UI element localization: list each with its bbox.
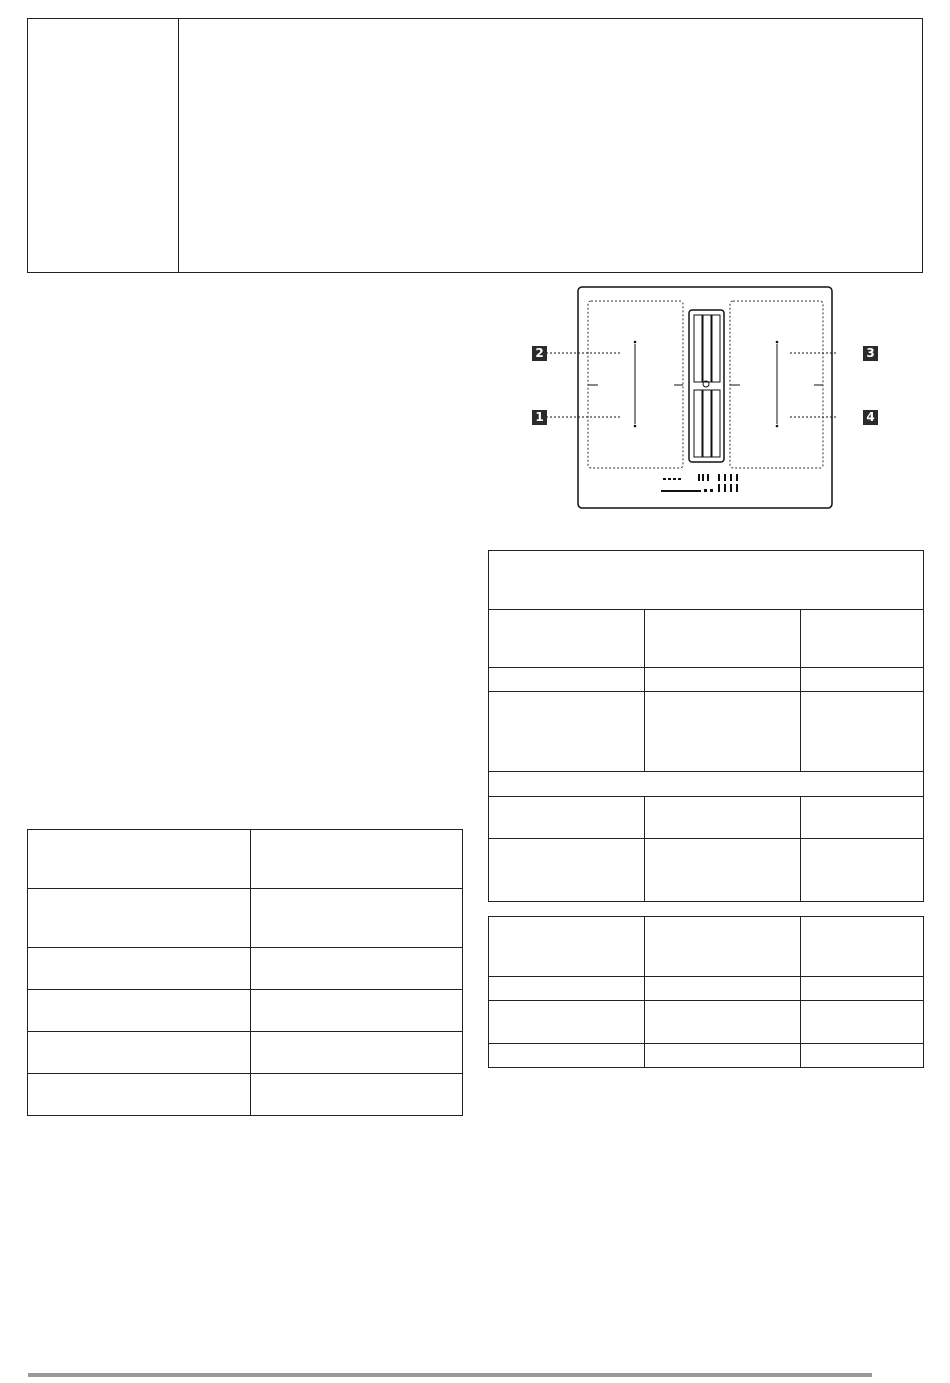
table-row: [28, 830, 463, 889]
table-cell: [251, 1074, 463, 1116]
table-cell: [645, 1001, 801, 1044]
table-cell: [489, 610, 645, 668]
table-cell: [801, 610, 924, 668]
table-cell: [645, 692, 801, 772]
table-cell: [645, 610, 801, 668]
table-cell: [801, 797, 924, 839]
table-row: [489, 977, 924, 1001]
callout-4: 4: [863, 410, 878, 425]
table-cell: [28, 889, 251, 948]
table-cell: [645, 1044, 801, 1068]
table-title: [489, 551, 924, 610]
table-cell: [251, 889, 463, 948]
table-section-label: [489, 772, 924, 797]
header-box: [27, 18, 923, 273]
table-row: [28, 990, 463, 1032]
table-cell: [489, 668, 645, 692]
table-cell: [28, 1032, 251, 1074]
table-cell: [801, 668, 924, 692]
table-cell: [251, 990, 463, 1032]
hob-outline: [578, 287, 832, 508]
table-cell: [489, 1001, 645, 1044]
callout-3: 3: [863, 346, 878, 361]
table-cell: [645, 917, 801, 977]
table-cell: [645, 977, 801, 1001]
table-cell: [801, 917, 924, 977]
table-cell: [251, 948, 463, 990]
table-cell: [645, 797, 801, 839]
table-cell: [489, 692, 645, 772]
table-row: [28, 948, 463, 990]
table-cell: [801, 1001, 924, 1044]
table-cell: [645, 668, 801, 692]
table-cell: [489, 917, 645, 977]
table-row: [489, 797, 924, 839]
callout-2: 2: [532, 346, 547, 361]
table-row: [28, 1032, 463, 1074]
table-cell: [489, 977, 645, 1001]
table-cell: [251, 830, 463, 889]
table-cell: [801, 977, 924, 1001]
table-row: [489, 1044, 924, 1068]
table-row: [489, 917, 924, 977]
table-cell: [801, 692, 924, 772]
table-row: [489, 668, 924, 692]
right-top-table: [488, 550, 924, 902]
table-row: [489, 839, 924, 902]
right-bottom-table: [488, 916, 924, 1068]
left-table: [27, 829, 463, 1116]
table-cell: [28, 990, 251, 1032]
control-panel: [661, 474, 738, 492]
table-cell: [489, 797, 645, 839]
table-row: [28, 889, 463, 948]
footer-rule: [28, 1373, 872, 1377]
table-cell: [28, 830, 251, 889]
table-row: [28, 1074, 463, 1116]
table-cell: [28, 1074, 251, 1116]
header-left-cell: [28, 19, 179, 272]
table-row: [489, 1001, 924, 1044]
table-cell: [645, 839, 801, 902]
hob-diagram: [528, 282, 838, 512]
table-section-row: [489, 772, 924, 797]
header-right-cell: [180, 19, 922, 272]
table-cell: [28, 948, 251, 990]
table-row: [489, 692, 924, 772]
table-row: [489, 610, 924, 668]
table-cell: [801, 839, 924, 902]
table-cell: [801, 1044, 924, 1068]
table-cell: [489, 839, 645, 902]
table-title-row: [489, 551, 924, 610]
table-cell: [489, 1044, 645, 1068]
callout-1: 1: [532, 410, 547, 425]
table-cell: [251, 1032, 463, 1074]
